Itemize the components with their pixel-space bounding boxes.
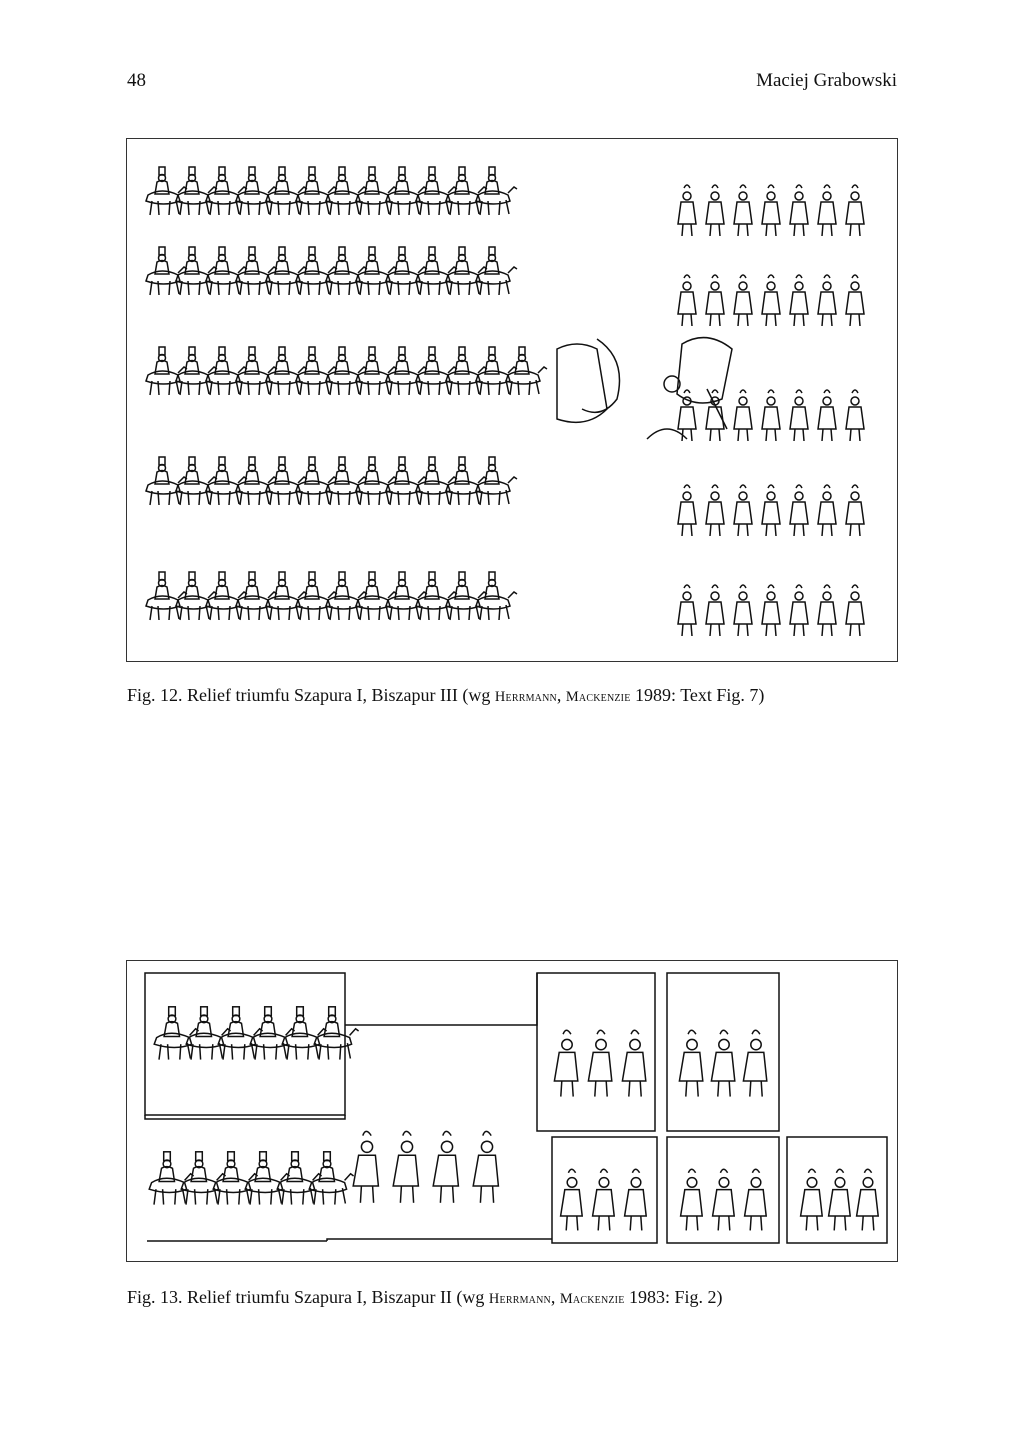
procession-figures	[678, 185, 864, 636]
figure-12-relief-drawing	[126, 138, 898, 662]
caption-author-2: Mackenzie	[559, 1291, 625, 1307]
central-scene	[557, 338, 732, 439]
figure-13-caption	[127, 1287, 723, 1308]
caption-separator: ,	[556, 685, 566, 705]
page-number: 48	[127, 70, 146, 91]
caption-end: 1983: Fig. 2)	[624, 1287, 723, 1307]
relief-drawing-biszapur-ii	[127, 961, 897, 1261]
caption-end: 1989: Text Fig. 7)	[630, 685, 765, 705]
caption-author-2: Mackenzie	[565, 689, 631, 705]
relief-drawing-biszapur-iii	[127, 139, 897, 661]
figure-12-caption	[127, 685, 764, 706]
figure-13-relief-drawing	[126, 960, 898, 1262]
caption-separator: ,	[550, 1287, 560, 1307]
caption-label: Fig. 13.	[127, 1287, 183, 1307]
relief-panels	[145, 973, 887, 1243]
caption-label: Fig. 12.	[127, 685, 183, 705]
running-header-author: Maciej Grabowski	[756, 70, 897, 91]
cavalry-rows	[146, 167, 547, 620]
caption-author-1: Herrmann	[494, 689, 557, 705]
caption-text: Relief triumfu Szapura I, Biszapur II (wg	[182, 1287, 489, 1307]
caption-author-1: Herrmann	[488, 1291, 551, 1307]
caption-text: Relief triumfu Szapura I, Biszapur III (wg	[182, 685, 495, 705]
